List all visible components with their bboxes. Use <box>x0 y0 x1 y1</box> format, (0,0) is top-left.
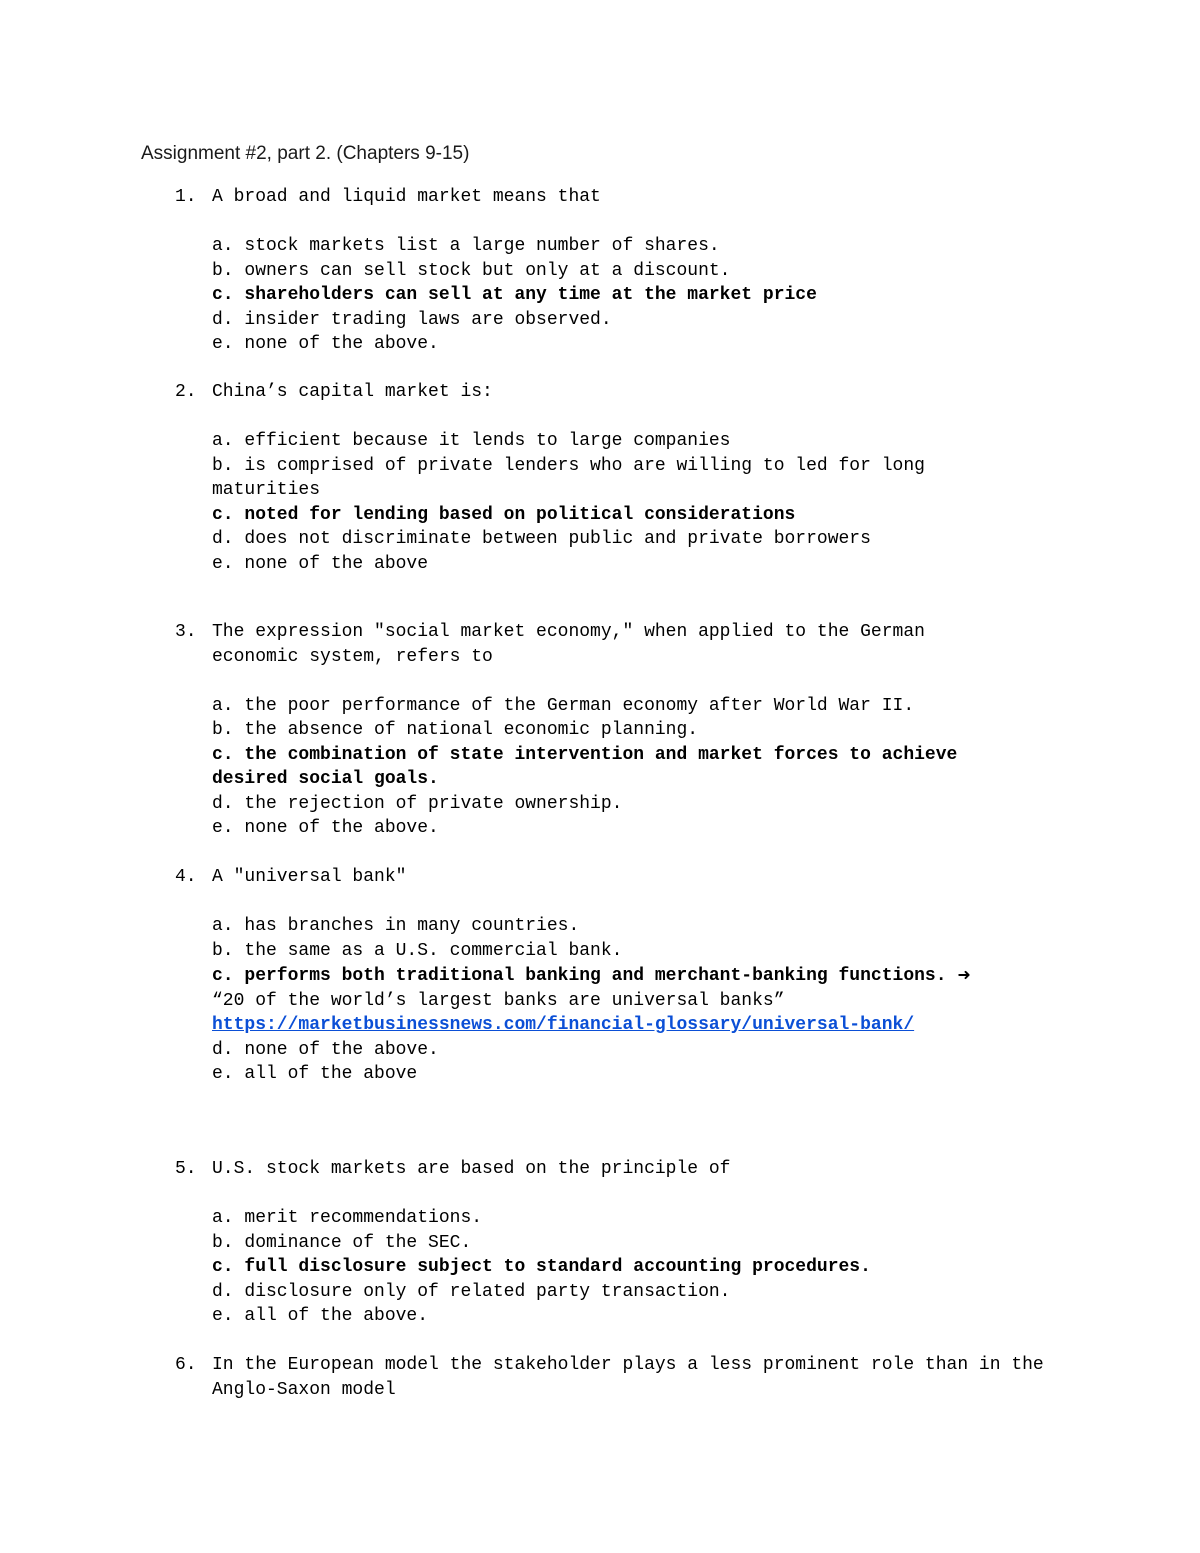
question-text: The expression "social market economy," when applied to the German economic system, refers to <box>212 622 925 667</box>
option-c-answer: c. noted for lending based on political considerations <box>212 504 796 525</box>
question-text: A broad and liquid market means that <box>212 187 601 207</box>
option-e: e. all of the above. <box>212 1306 429 1326</box>
option-a: a. stock markets list a large number of shares. <box>212 236 720 256</box>
question-text: A "universal bank" <box>212 867 407 887</box>
question-number: 1. <box>175 187 197 207</box>
option-e: e. none of the above <box>212 553 429 574</box>
right-arrow-icon: ➜ <box>957 965 971 984</box>
answer-note: “20 of the world’s largest banks are universal banks” <box>212 990 785 1011</box>
question-text: In the European model the stakeholder plays a less prominent role than in the Anglo-Saxon model <box>212 1355 1044 1400</box>
question-text: China’s capital market is: <box>212 382 493 402</box>
question-number: 3. <box>175 622 197 642</box>
option-e: e. none of the above. <box>212 334 439 354</box>
option-b: b. dominance of the SEC. <box>212 1232 472 1253</box>
option-b: b. owners can sell stock but only at a discount. <box>212 260 731 281</box>
option-d: d. insider trading laws are observed. <box>212 309 612 330</box>
option-list <box>212 914 1062 1087</box>
reference-link[interactable]: https://marketbusinessnews.com/financial-glossary/universal-bank/ <box>212 1015 915 1035</box>
option-a: a. merit recommendations. <box>212 1208 483 1228</box>
option-c-block <box>212 963 1002 1013</box>
option-c-answer: c. shareholders can sell at any time at the market price <box>212 285 817 305</box>
question-2 <box>175 380 1075 576</box>
option-list <box>212 234 1075 357</box>
question-text: U.S. stock markets are based on the principle of <box>212 1159 731 1179</box>
option-a: a. the poor performance of the German economy after World War II. <box>212 695 915 716</box>
option-e: e. none of the above. <box>212 818 439 838</box>
option-b: b. is comprised of private lenders who are willing to led for long maturities <box>212 455 925 500</box>
option-d: d. disclosure only of related party transaction. <box>212 1281 731 1302</box>
option-a: a. has branches in many countries. <box>212 916 580 936</box>
option-d: d. none of the above. <box>212 1039 439 1060</box>
option-list <box>212 429 1012 576</box>
option-c-answer: c. the combination of state intervention and market forces to achieve desired social goals. <box>212 744 958 789</box>
option-b: b. the same as a U.S. commercial bank. <box>212 940 623 961</box>
option-e: e. all of the above <box>212 1064 418 1084</box>
question-number: 4. <box>175 867 197 887</box>
option-a: a. efficient because it lends to large companies <box>212 431 731 451</box>
question-number: 5. <box>175 1159 197 1179</box>
option-b: b. the absence of national economic planning. <box>212 720 699 740</box>
option-c-answer: c. full disclosure subject to standard accounting procedures. <box>212 1257 871 1277</box>
question-1 <box>175 185 1075 357</box>
option-list <box>212 694 1062 841</box>
question-4 <box>175 865 1075 1087</box>
question-number: 6. <box>175 1355 197 1375</box>
reference-link-row <box>212 1013 1062 1038</box>
question-5 <box>175 1157 1075 1329</box>
question-6 <box>175 1353 1075 1402</box>
question-3 <box>175 620 1075 841</box>
page-title: Assignment #2, part 2. (Chapters 9-15) <box>141 143 470 164</box>
option-c-answer: c. performs both traditional banking and merchant-banking functions. <box>212 966 947 986</box>
question-number: 2. <box>175 382 197 402</box>
option-list <box>212 1206 1062 1329</box>
option-d: d. the rejection of private ownership. <box>212 793 623 814</box>
option-d: d. does not discriminate between public and private borrowers <box>212 529 871 549</box>
